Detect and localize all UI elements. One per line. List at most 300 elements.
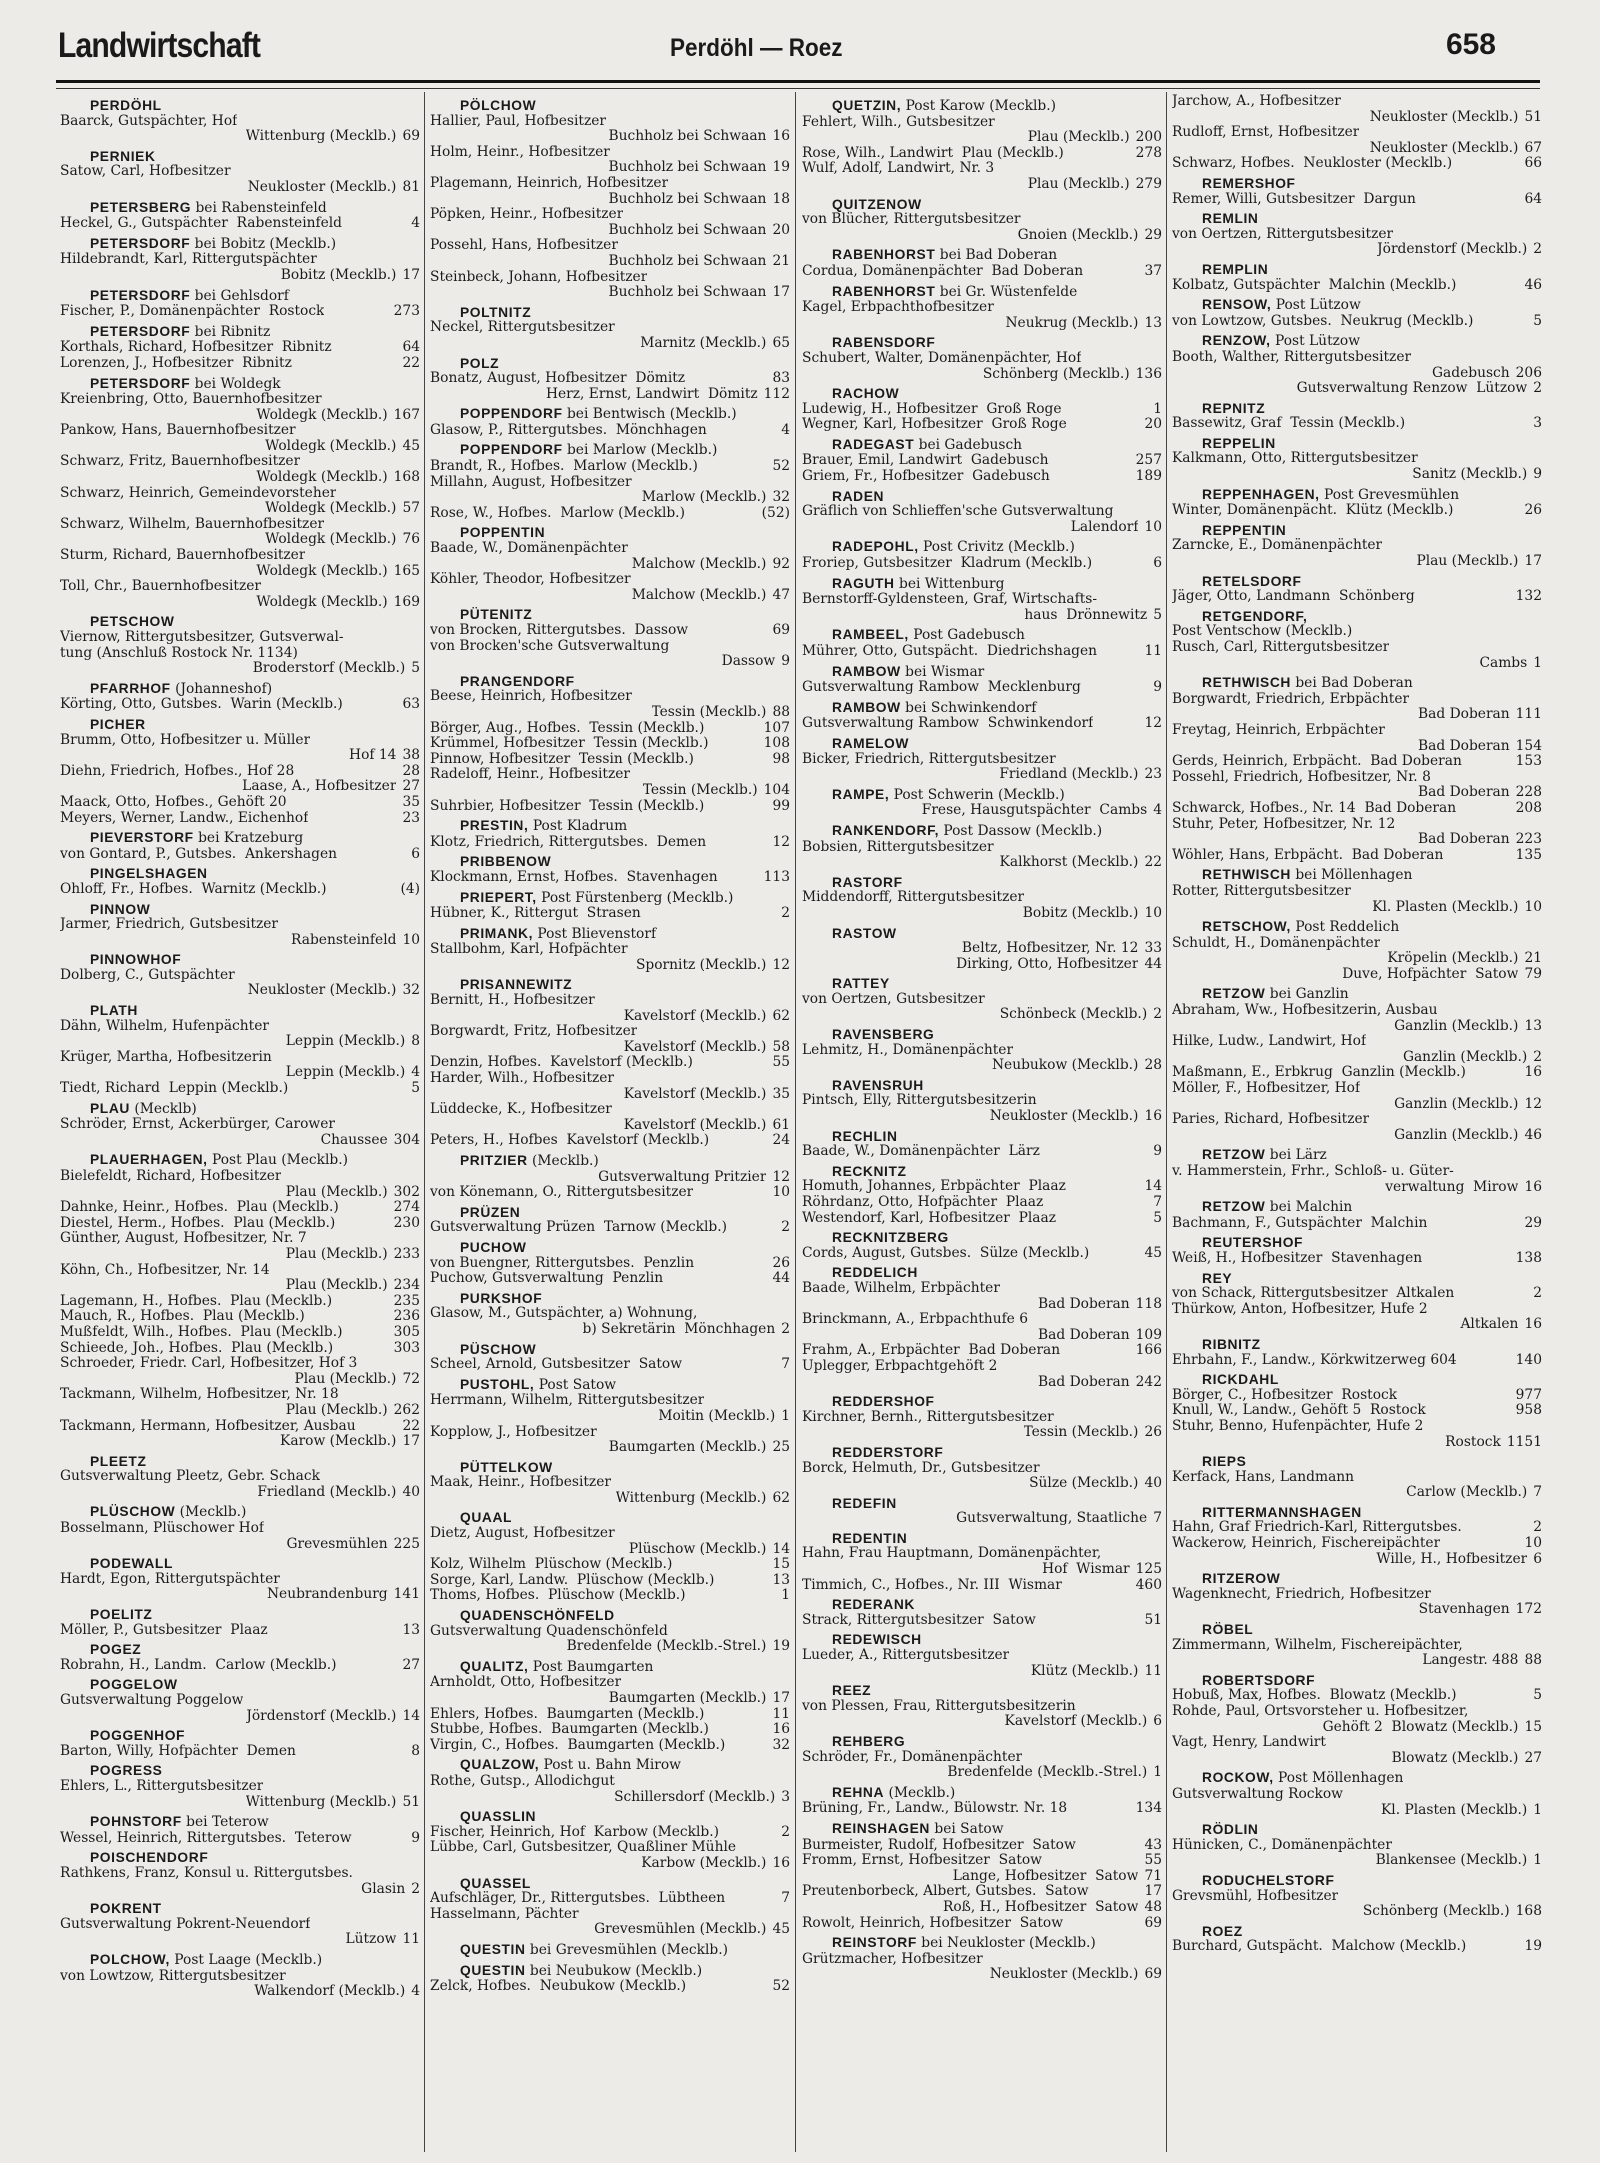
directory-entry [802, 1821, 1162, 1931]
header-rule [56, 80, 1540, 83]
directory-entry [802, 1027, 1162, 1074]
phone-number: 172 [1515, 1601, 1542, 1618]
listing-line [60, 1434, 420, 1450]
listing-line [60, 268, 420, 284]
directory-entry [60, 830, 420, 862]
listing-line [1172, 192, 1542, 208]
listing-text: Broderstorf (Mecklb.) [252, 661, 406, 677]
listing-text: Schwarck, Hofbes., Nr. 14 Bad Doberan [1172, 800, 1457, 816]
place-heading [430, 926, 790, 943]
listing-text: Burmeister, Rudolf, Hofbesitzer Satow [802, 1837, 1076, 1853]
listing-text: Jäger, Otto, Landmann Schönberg [1172, 589, 1415, 605]
listing-line [1172, 381, 1542, 397]
phone-number: 274 [393, 1199, 420, 1216]
listing-text: Wackerow, Heinrich, Fischereipächter [1172, 1536, 1441, 1552]
phone-number: 10 [1524, 1535, 1542, 1552]
listing-line [430, 588, 790, 604]
listing-line [60, 1216, 420, 1232]
listing-text: Moitin (Mecklb.) [658, 1408, 776, 1424]
listing-line [1172, 707, 1542, 723]
phone-number: 7 [781, 1890, 790, 1907]
place-name: REHBERG [832, 1734, 906, 1749]
phone-number: 206 [1515, 364, 1542, 381]
place-name: PERNIEK [90, 148, 156, 164]
phone-number: 7 [1153, 1510, 1162, 1527]
phone-number: 51 [402, 1793, 420, 1810]
listing-text: Stuhr, Benno, Hufenpächter, Hufe 2 [1172, 1418, 1424, 1434]
phone-number [784, 1526, 790, 1542]
listing-line [1172, 1653, 1542, 1669]
listing-text: Gadebusch [1432, 365, 1510, 381]
listing-text: Gräflich von Schlieffen'sche Gutsverwaltung [802, 504, 1114, 520]
phone-number: 7 [1153, 1194, 1162, 1210]
place-name: REPPENTIN [1202, 522, 1287, 538]
directory-entry [430, 674, 790, 814]
phone-number: 958 [1515, 1402, 1542, 1419]
listing-text: Plau (Mecklb.) [285, 1278, 388, 1294]
phone-number [414, 1866, 420, 1882]
place-name: RAMPE, [832, 786, 890, 802]
listing-text: Wöhler, Hans, Erbpächt. Bad Doberan [1172, 847, 1444, 863]
phone-number: 92 [772, 555, 790, 572]
listing-text: Körting, Otto, Gutsbes. Warin (Mecklb.) [60, 697, 343, 713]
listing-line [1172, 656, 1542, 672]
place-heading [60, 681, 420, 698]
listing-text: Vagt, Henry, Landwirt [1172, 1735, 1326, 1751]
listing-text: Woldegk (Mecklb.) [265, 532, 397, 548]
phone-number: 29 [1524, 1214, 1542, 1231]
place-note: bei Teterow [181, 1814, 269, 1831]
phone-number [414, 454, 420, 470]
listing-line [430, 1825, 790, 1841]
listing-text: von Oertzen, Gutsbesitzer [802, 991, 985, 1007]
listing-line [1172, 554, 1542, 570]
place-name: RETZOW [1202, 1147, 1266, 1163]
directory-entry [60, 1952, 420, 2000]
listing-text: Baumgarten (Mecklb.) [608, 1691, 767, 1706]
listing-line [430, 721, 790, 737]
phone-number: 48 [1144, 1898, 1162, 1915]
place-heading [1172, 1454, 1542, 1470]
phone-number [784, 1907, 790, 1923]
phone-number: 235 [393, 1292, 420, 1309]
listing-text: Neukloster (Mecklb.) [1369, 109, 1519, 125]
listing-line [1172, 754, 1542, 770]
place-heading [430, 1659, 790, 1676]
phone-number: 32 [402, 982, 420, 999]
listing-line [430, 1722, 790, 1738]
phone-number [784, 572, 790, 588]
phone-number [414, 646, 420, 662]
listing-line [802, 1967, 1162, 1983]
listing-line [60, 733, 420, 749]
place-name: PRITZIER [460, 1153, 528, 1168]
listing-text: Puchow, Gutsverwaltung Penzlin [430, 1271, 664, 1287]
phone-number: 38 [402, 747, 420, 764]
phone-number: 6 [1153, 1713, 1162, 1730]
listing-line [60, 1485, 420, 1501]
phone-number: 26 [772, 1254, 790, 1271]
listing-line [802, 1900, 1162, 1916]
place-note: bei Möllenhagen [1290, 867, 1413, 884]
listing-text: Blowatz (Mecklb.) [1391, 1750, 1519, 1766]
directory-entry [1172, 1271, 1542, 1333]
phone-number: 55 [1144, 1852, 1162, 1869]
place-note: bei Rabensteinfeld [191, 199, 327, 216]
place-name: RABENHORST [832, 283, 936, 299]
listing-line [60, 129, 420, 145]
phone-number: 14 [402, 1707, 420, 1724]
listing-line [60, 882, 420, 898]
place-note: Post Lützow [1271, 297, 1361, 314]
listing-line [60, 1587, 420, 1603]
place-heading [802, 1265, 1162, 1281]
place-heading [802, 1935, 1162, 1952]
listing-text: Cordua, Domänenpächter Bad Doberan [802, 263, 1084, 279]
listing-line [802, 680, 1162, 696]
phone-number [1156, 592, 1162, 608]
phone-number [784, 639, 790, 655]
listing-line [802, 608, 1162, 624]
directory-entry [1172, 1337, 1542, 1368]
listing-line [60, 486, 420, 502]
phone-number: 8 [411, 1742, 420, 1759]
listing-text: verwaltung Mirow [1385, 1179, 1519, 1195]
listing-text: Buchholz bei Schwaan [608, 191, 767, 207]
place-name: PRÜZEN [460, 1204, 521, 1220]
place-heading [802, 700, 1162, 717]
phone-number: 88 [1524, 1652, 1542, 1669]
listing-text: Woldegk (Mecklb.) [256, 594, 388, 610]
phone-number [414, 1469, 420, 1485]
listing-text: von Brocken'sche Gutsverwaltung [430, 638, 670, 654]
listing-text: Bredenfelde (Mecklb.-Strel.) [566, 1639, 767, 1655]
phone-number: 108 [763, 735, 790, 752]
directory-entry [802, 386, 1162, 433]
listing-line [60, 1658, 420, 1674]
phone-number: 12 [1144, 715, 1162, 732]
listing-line [430, 1840, 790, 1856]
phone-number: 65 [772, 334, 790, 351]
listing-text: Gutsverwaltung, Staatliche [956, 1511, 1148, 1527]
listing-text: Hof 14 [349, 748, 397, 764]
listing-text: Walkendorf (Mecklb.) [254, 1984, 406, 2000]
listing-text: Karow (Mecklb.) [280, 1434, 397, 1450]
listing-line [430, 1691, 790, 1707]
listing-line [802, 752, 1162, 768]
phone-number [414, 392, 420, 408]
place-name: PRISANNEWITZ [460, 977, 573, 993]
listing-line [802, 520, 1162, 536]
listing-text: Bicker, Friedrich, Rittergutsbesitzer [802, 751, 1056, 767]
phone-number: 3 [1533, 415, 1542, 432]
listing-line [1172, 1081, 1542, 1097]
place-heading [430, 1240, 790, 1256]
listing-text: Bredenfelde (Mecklb.-Strel.) [947, 1765, 1148, 1781]
listing-text: Bonatz, August, Hofbesitzer Dömitz [430, 371, 686, 387]
phone-number [1536, 1735, 1542, 1751]
place-name: RIEPS [1202, 1454, 1247, 1470]
listing-text: Leppin (Mecklb.) [285, 1034, 406, 1050]
listing-line [60, 1200, 420, 1216]
directory-entry [802, 1164, 1162, 1226]
place-name: PICHER [90, 716, 146, 732]
listing-text: Rusch, Carl, Rittergutsbesitzer [1172, 640, 1390, 655]
listing-text: Kl. Plasten (Mecklb.) [1372, 899, 1519, 915]
place-heading [1172, 436, 1542, 452]
listing-text: Toll, Chr., Bauernhofbesitzer [60, 579, 261, 595]
phone-number: 302 [393, 1183, 420, 1200]
directory-entry [430, 977, 790, 1149]
place-heading [1172, 262, 1542, 278]
phone-number: 1 [1533, 654, 1542, 671]
directory-entry [430, 818, 790, 850]
listing-text: Arnholdt, Otto, Hofbesitzer [430, 1675, 622, 1691]
listing-line [1172, 1470, 1542, 1486]
place-name: PRANGENDORF [460, 673, 575, 689]
place-name: RACHOW [832, 386, 900, 402]
listing-text: haus Drönnewitz [1024, 607, 1148, 623]
phone-number: 20 [772, 221, 790, 238]
place-name: REMPLIN [1202, 261, 1269, 277]
place-name: RETELSDORF [1202, 573, 1302, 589]
listing-text: Satow, Carl, Hofbesitzer [60, 164, 231, 180]
place-name: RADEGAST [832, 436, 915, 452]
listing-text: Bielefeldt, Richard, Hofbesitzer [60, 1169, 282, 1184]
listing-line [430, 1675, 790, 1691]
phone-number [784, 475, 790, 491]
listing-line [1172, 278, 1542, 294]
place-heading [430, 1342, 790, 1358]
listing-line [60, 1372, 420, 1388]
listing-text: Kerfack, Hans, Landmann [1172, 1469, 1355, 1485]
place-name: POLZ [460, 355, 500, 371]
listing-text: Lehmitz, H., Domänenpächter [802, 1042, 1014, 1058]
listing-line [802, 1246, 1162, 1262]
place-heading [1172, 1622, 1542, 1638]
listing-text: Neukrug (Mecklb.) [1005, 315, 1139, 331]
place-heading [1172, 675, 1542, 692]
listing-line [60, 501, 420, 517]
listing-line [60, 579, 420, 595]
listing-text: Bad Doberan [1418, 785, 1510, 801]
directory-entry [430, 1342, 790, 1373]
listing-text: Schwarz, Fritz, Bauernhofbesitzer [60, 454, 301, 470]
place-note: bei Bad Doberan [1290, 675, 1413, 692]
listing-text: Dassow [721, 654, 776, 670]
phone-number: 5 [1533, 312, 1542, 329]
header-rule-thin [56, 88, 1540, 89]
listing-text: Kavelstorf (Mecklb.) [623, 1039, 767, 1055]
listing-text: Lübbe, Carl, Gutsbesitzer, Quaßliner Mühle [430, 1840, 737, 1856]
place-name: RENZOW, [1202, 333, 1271, 349]
place-name: REHNA [832, 1784, 885, 1800]
listing-line [60, 1263, 420, 1279]
place-name: QUESTIN [460, 1962, 526, 1978]
listing-text: Lueder, A., Rittergutsbesitzer [802, 1648, 1010, 1664]
phone-number: 257 [1135, 452, 1162, 469]
listing-line [1172, 503, 1542, 519]
listing-line [802, 1328, 1162, 1344]
listing-text: von Brocken, Rittergutsbes. Dassow [430, 623, 689, 638]
listing-text: Grevsmühl, Hofbesitzer [1172, 1888, 1339, 1904]
listing-text: Ganzlin (Mecklb.) [1402, 1049, 1528, 1065]
place-heading [802, 1164, 1162, 1180]
listing-line [802, 1109, 1162, 1125]
listing-line [60, 1403, 420, 1419]
listing-line [802, 1952, 1162, 1968]
place-name: RASTOW [832, 925, 897, 941]
phone-number: 27 [402, 1656, 420, 1673]
place-name: PINNOWHOF [90, 952, 182, 968]
place-heading [802, 736, 1162, 752]
phone-number [784, 1425, 790, 1441]
phone-number: 69 [1144, 1914, 1162, 1931]
listing-text: Wulf, Adolf, Landwirt, Nr. 3 [802, 161, 995, 177]
listing-line [430, 475, 790, 491]
listing-text: b) Sekretärin Mönchhagen [582, 1321, 776, 1337]
place-note: Post Dassow (Mecklb.) [939, 822, 1103, 839]
listing-text: Hildebrandt, Karl, Rittergutspächter [60, 252, 317, 268]
place-heading [60, 1642, 420, 1658]
listing-line [430, 285, 790, 301]
listing-text: Griem, Fr., Hofbesitzer Gadebusch [802, 469, 1050, 485]
phone-number: 24 [772, 1132, 790, 1149]
phone-number [414, 579, 420, 595]
listing-line [802, 1007, 1162, 1023]
place-name: RAGUTH [832, 575, 895, 591]
listing-line [1172, 1602, 1542, 1618]
listing-line [430, 1133, 790, 1149]
listing-text: Woldegk (Mecklb.) [256, 470, 388, 486]
listing-line [60, 1133, 420, 1149]
listing-line [430, 1256, 790, 1272]
listing-line [430, 506, 790, 522]
listing-text: Marnitz (Mecklb.) [640, 335, 767, 351]
directory-entry [1172, 176, 1542, 207]
listing-text: Pinnow, Hofbesitzer Tessin (Mecklb.) [430, 751, 694, 767]
directory-entry [802, 98, 1162, 193]
listing-line [802, 1058, 1162, 1074]
phone-number [1536, 1003, 1542, 1019]
phone-number: 51 [1524, 108, 1542, 125]
phone-number: 35 [402, 793, 420, 810]
listing-line [430, 1774, 790, 1790]
listing-text: Borck, Helmuth, Dr., Gutsbesitzer [802, 1460, 1040, 1476]
phone-number: 47 [772, 586, 790, 603]
listing-text: Mührer, Otto, Gutspächt. Diedrichshagen [802, 644, 1098, 659]
listing-text: Stuhr, Peter, Hofbesitzer, Nr. 12 [1172, 816, 1396, 832]
phone-number [414, 1693, 420, 1709]
phone-number: 10 [1524, 898, 1542, 915]
place-note: Post Crivitz (Mecklb.) [918, 539, 1075, 556]
place-heading [430, 1205, 790, 1221]
listing-text: Kirchner, Bernh., Rittergutsbesitzer [802, 1409, 1054, 1425]
listing-text: Dietz, August, Hofbesitzer [430, 1526, 615, 1542]
listing-line [802, 1578, 1162, 1594]
phone-number [784, 1840, 790, 1856]
listing-line [430, 767, 790, 783]
listing-line [802, 1281, 1162, 1297]
listing-line [60, 216, 420, 232]
place-note: bei Ganzlin [1265, 986, 1349, 1003]
listing-text: Börger, C., Hofbesitzer Rostock [1172, 1387, 1398, 1403]
phone-number: 6 [1533, 1550, 1542, 1567]
phone-number: (52) [761, 504, 790, 521]
phone-number [1536, 1419, 1542, 1435]
phone-number [1536, 624, 1542, 640]
listing-text: Frese, Hausgutspächter Cambs [921, 803, 1148, 819]
listing-line [802, 716, 1162, 732]
place-name: POGGENHOF [90, 1728, 186, 1744]
listing-text: Kolz, Wilhelm Plüschow (Mecklb.) [430, 1557, 673, 1573]
place-name: RATTEY [832, 976, 890, 992]
place-heading [1172, 1770, 1542, 1787]
listing-line [60, 1709, 420, 1725]
listing-line [430, 223, 790, 239]
listing-line [1172, 1735, 1542, 1751]
phone-number: 46 [1524, 1126, 1542, 1143]
phone-number [414, 486, 420, 502]
phone-number: 5 [411, 660, 420, 677]
listing-text: Rothe, Gutsp., Allodichgut [430, 1773, 615, 1789]
directory-entry [802, 247, 1162, 279]
listing-text: Buchholz bei Schwaan [608, 129, 767, 145]
phone-number [414, 1169, 420, 1185]
listing-line [802, 941, 1162, 957]
phone-number: 19 [772, 1638, 790, 1655]
place-heading [1172, 297, 1542, 314]
phone-number: 6 [411, 845, 420, 862]
place-name: RÖDLIN [1202, 1822, 1259, 1838]
listing-line [1172, 242, 1542, 258]
phone-number: 242 [1135, 1373, 1162, 1390]
place-name: RETGENDORF, [1202, 608, 1308, 624]
phone-number: 109 [1135, 1326, 1162, 1343]
listing-text: Pankow, Hans, Bauernhofbesitzer [60, 423, 296, 439]
place-name: PERDÖHL [90, 98, 162, 113]
listing-text: Wegner, Karl, Hofbesitzer Groß Roge [802, 417, 1067, 433]
phone-number: 141 [393, 1586, 420, 1603]
listing-line [1172, 141, 1542, 157]
place-heading [802, 1597, 1162, 1613]
phone-number: 13 [402, 1621, 420, 1638]
listing-text: Borgwardt, Friedrich, Erbpächter [1172, 691, 1410, 707]
listing-line [802, 300, 1162, 316]
listing-line [1172, 785, 1542, 801]
listing-line [430, 1409, 790, 1425]
listing-text: Bad Doberan [1038, 1327, 1130, 1343]
listing-line [802, 1144, 1162, 1160]
listing-text: Baade, Wilhelm, Erbpächter [802, 1280, 1000, 1296]
place-note: bei Malchin [1265, 1199, 1353, 1216]
listing-text: Jördenstorf (Mecklb.) [1377, 242, 1528, 258]
directory-entry [802, 1785, 1162, 1817]
directory-entry [60, 1901, 420, 1948]
place-heading [802, 627, 1162, 644]
phone-number: 26 [1524, 502, 1542, 519]
listing-text: Schillersdorf (Mecklb.) [614, 1789, 776, 1805]
place-heading [60, 1814, 420, 1831]
listing-text: Gutsverwaltung Rambow Mecklenburg [802, 680, 1081, 696]
directory-entry [60, 1642, 420, 1673]
listing-text: Gutsverwaltung Renzow Lützow [1296, 381, 1528, 397]
listing-text: Brauer, Emil, Landwirt Gadebusch [802, 453, 1049, 469]
phone-number: 44 [772, 1270, 790, 1287]
listing-text: Beese, Heinrich, Hofbesitzer [430, 689, 632, 705]
place-name: REDEWISCH [832, 1632, 922, 1648]
phone-number: 44 [1144, 955, 1162, 972]
